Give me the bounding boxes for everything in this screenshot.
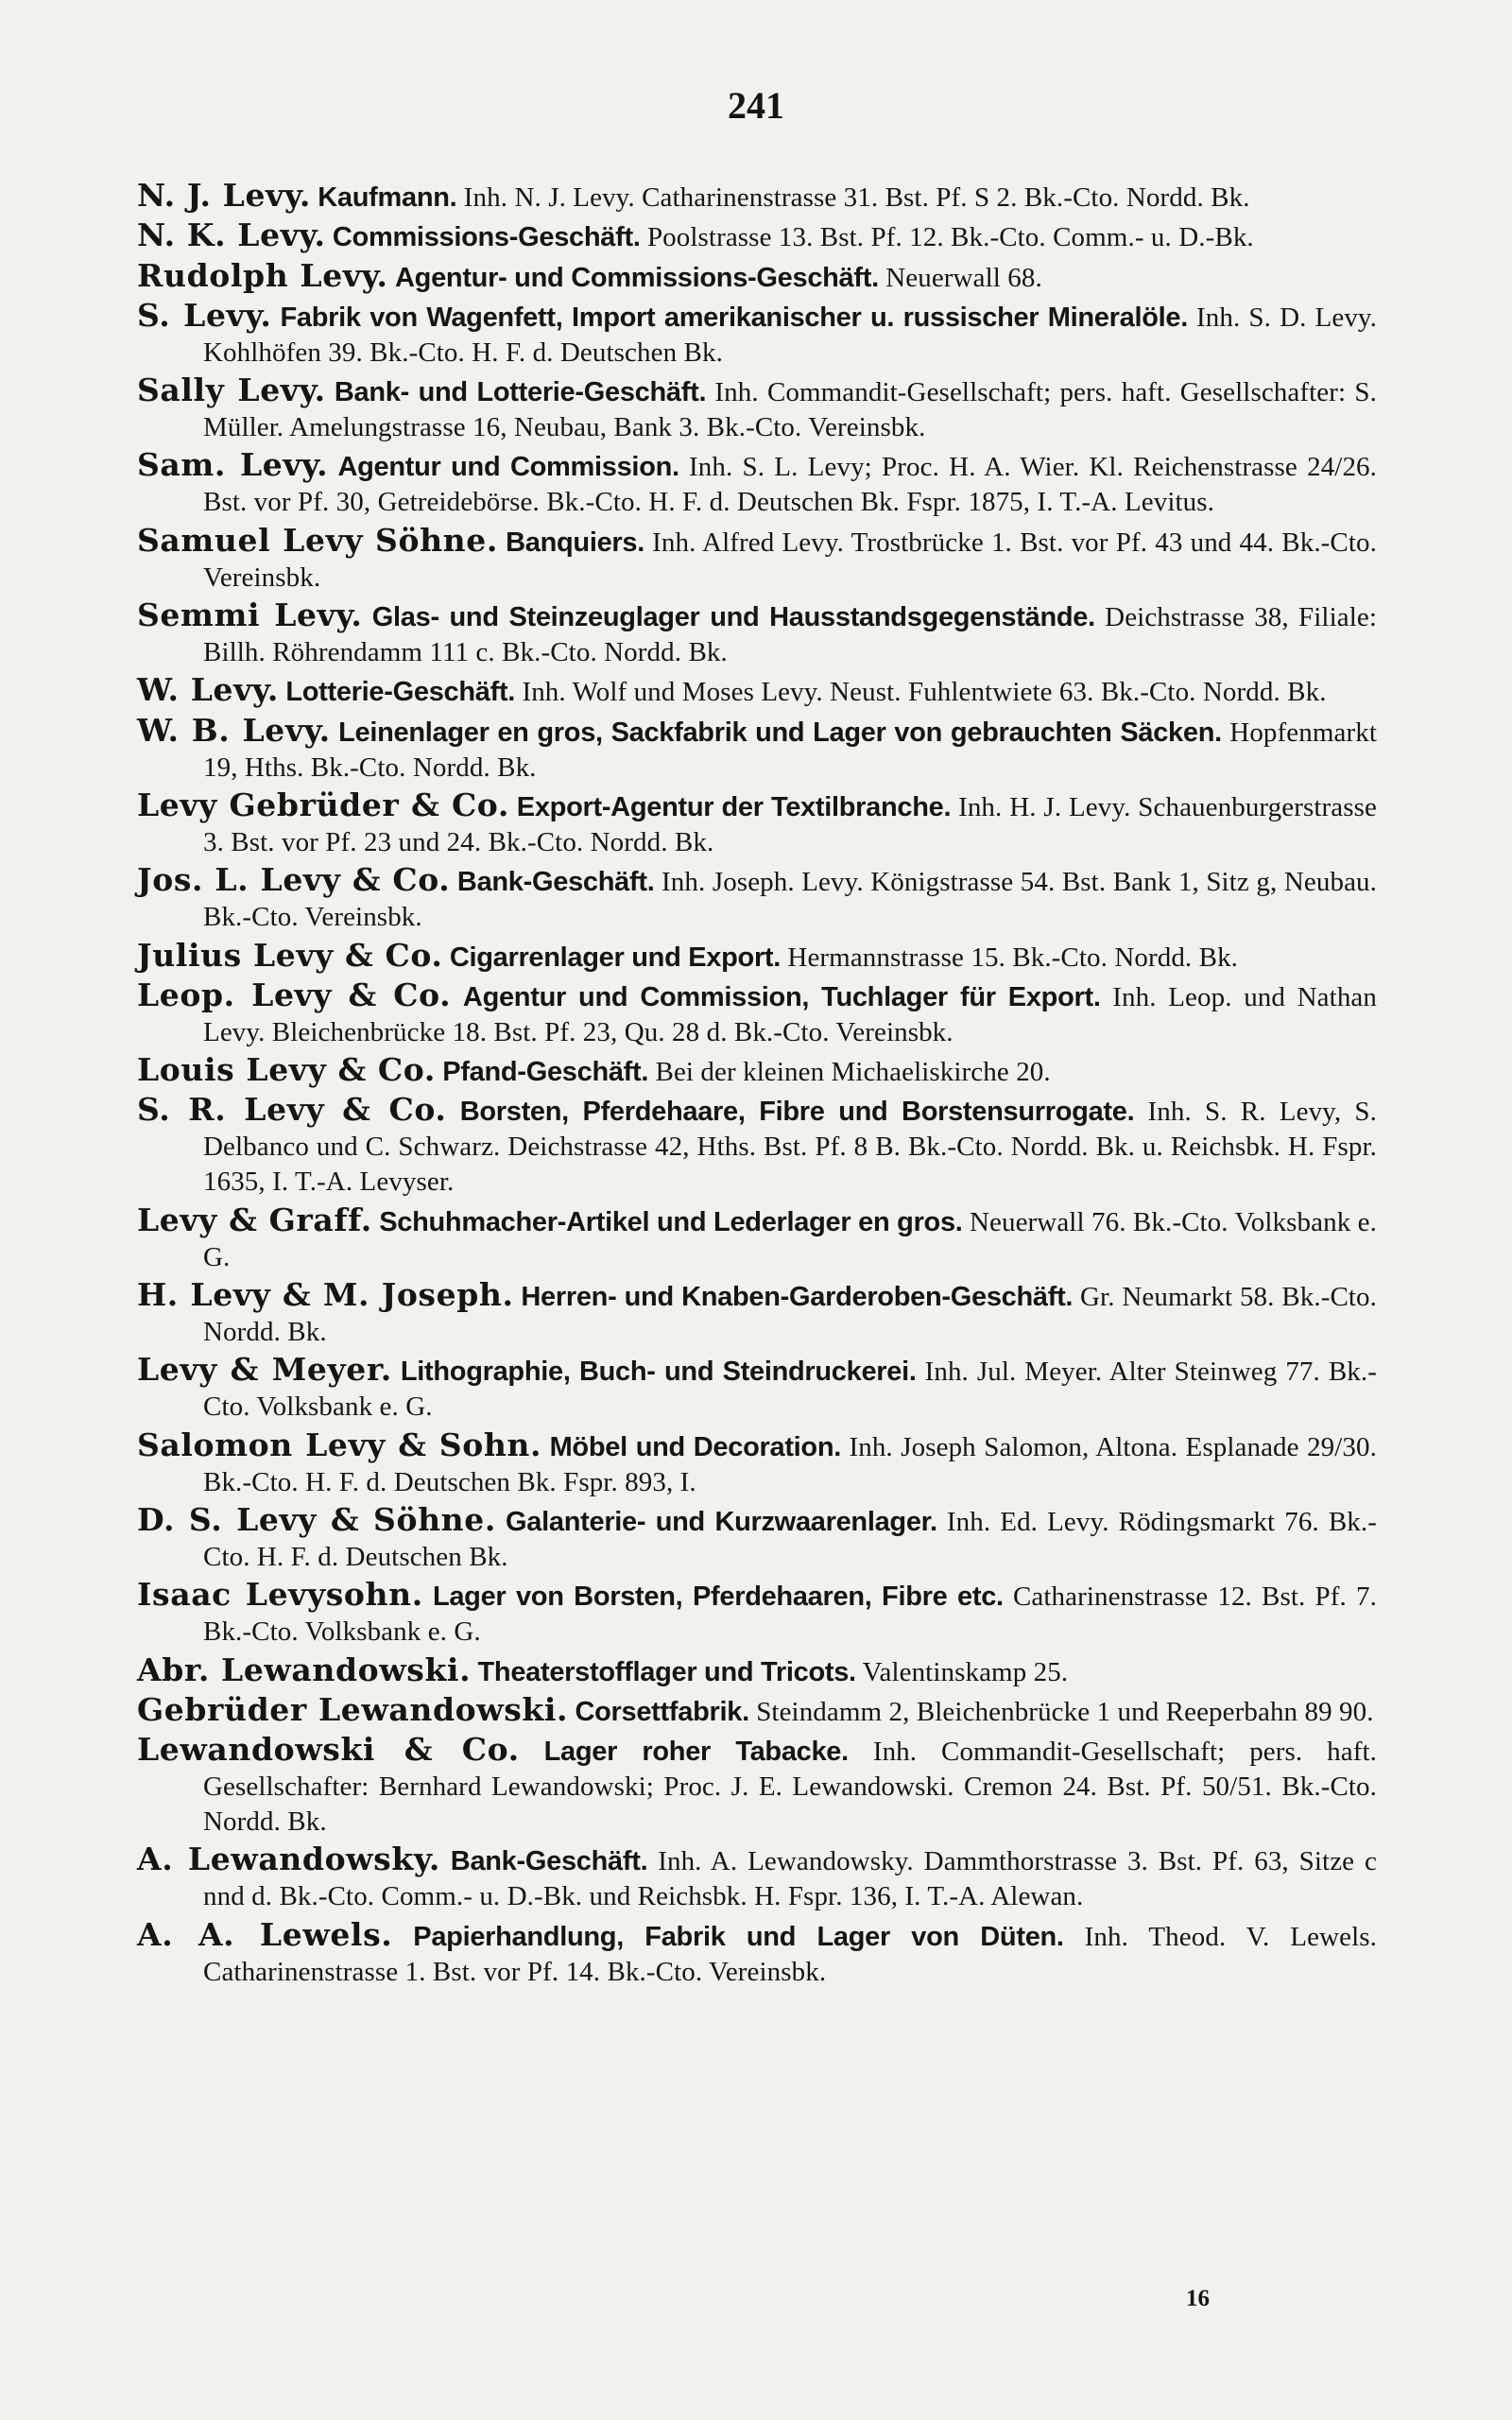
entry-business: Banquiers. (506, 527, 644, 558)
entry-details: Hopfenmarkt 19, Hths. Bk.-Cto. Nordd. Bk. (203, 717, 1377, 783)
directory-entry (137, 938, 1377, 976)
entry-business: Schuhmacher-Artikel und Lederlager en gros. (379, 1206, 963, 1237)
entry-name: Isaac Levysohn. (137, 1576, 423, 1614)
entry-name: W. B. Levy. (137, 711, 331, 749)
entry-details: Inh. Joseph. Levy. Königstrasse 54. Bst. Bank 1, Sitz g, Neubau. Bk.-Cto. Vereinsbk. (203, 867, 1377, 933)
entry-name: Leop. Levy & Co. (137, 976, 452, 1013)
entry-details: Inh. A. Lewandowsky. Dammthorstrasse 3. Bst. Pf. 63, Sitze c nnd d. Bk.-Cto. Comm.- u. D.-Bk. und Reichsbk. H. Fspr. 136, I. T.-A. Alewan. (203, 1846, 1377, 1912)
entry-details: Steindamm 2, Bleichenbrücke 1 und Reeperbahn 89 90. (756, 1696, 1374, 1727)
entry-business: Lager roher Tabacke. (543, 1737, 849, 1768)
directory-entry (137, 1352, 1377, 1425)
entry-details: Inh. N. J. Levy. Catharinenstrasse 31. Bst. Pf. S 2. Bk.-Cto. Nordd. Bk. (463, 182, 1250, 213)
entry-name: Samuel Levy Söhne. (137, 521, 498, 559)
entry-business: Agentur und Commission, Tuchlager für Export. (462, 981, 1101, 1012)
entry-name: N. K. Levy. (137, 216, 326, 254)
entry-business: Bank- und Lotterie-Geschäft. (334, 377, 707, 408)
entry-details: Deichstrasse 38, Filiale: Billh. Röhrendamm 111 c. Bk.-Cto. Nordd. Bk. (203, 602, 1377, 668)
entry-details: Inh. H. J. Levy. Schauenburgerstrasse 3. Bst. vor Pf. 23 und 24. Bk.-Cto. Nordd. Bk. (203, 791, 1378, 857)
directory-entry (137, 1092, 1377, 1200)
directory-entry (137, 672, 1377, 710)
entry-business: Pfand-Geschäft. (442, 1057, 649, 1088)
entry-details: Inh. Commandit-Gesellschaft; pers. haft. Gesellschafter: S. Müller. Amelungstrasse 16, Neubau, Bank 3. Bk.-Cto. Vereinsbk. (203, 377, 1377, 443)
entry-business: Lotterie-Geschäft. (285, 677, 516, 708)
entry-name: S. R. Levy & Co. (137, 1091, 447, 1129)
entry-name: Lewandowski & Co. (137, 1731, 520, 1769)
directory-entry (137, 1502, 1377, 1575)
directory-entry (137, 1732, 1377, 1840)
entry-details: Bei der kleinen Michaeliskirche 20. (655, 1057, 1051, 1088)
entry-business: Glas- und Steinzeuglager und Hausstandsgegenstände. (371, 602, 1095, 633)
entry-business: Herren- und Knaben-Garderoben-Geschäft. (521, 1282, 1074, 1313)
entry-business: Export-Agentur der Textilbranche. (516, 791, 952, 822)
directory-entry (137, 1692, 1377, 1730)
entry-business: Borsten, Pferdehaare, Fibre und Borstensurrogate. (459, 1097, 1135, 1128)
entry-name: A. Lewandowsky. (137, 1841, 440, 1878)
directory-entry (137, 258, 1377, 296)
entry-details: Inh. Commandit-Gesellschaft; pers. haft. Gesellschafter: Bernhard Lewandowski; Proc. J. E. Lewandowski. Cremon 24. Bst. Pf. 50/51. Bk.-Cto. Nordd. Bk. (203, 1737, 1377, 1838)
entry-name: D. S. Levy & Söhne. (137, 1500, 496, 1538)
entry-name: N. J. Levy. (137, 177, 311, 214)
entry-details: Gr. Neumarkt 58. Bk.-Cto. Nordd. Bk. (203, 1282, 1377, 1348)
entry-name: Salomon Levy & Sohn. (137, 1426, 542, 1463)
entry-business: Agentur und Commission. (337, 452, 679, 483)
entry-details: Inh. S. D. Levy. Kohlhöfen 39. Bk.-Cto. H. F. d. Deutschen Bk. (203, 302, 1377, 368)
entry-name: H. Levy & M. Joseph. (137, 1276, 514, 1314)
entry-details: Neuerwall 76. Bk.-Cto. Volksbank e. G. (203, 1206, 1378, 1272)
entry-details: Poolstrasse 13. Bst. Pf. 12. Bk.-Cto. Comm.- u. D.-Bk. (646, 222, 1254, 253)
entry-details: Valentinskamp 25. (862, 1656, 1069, 1687)
directory-entry (137, 713, 1377, 786)
entry-business: Theaterstofflager und Tricots. (477, 1656, 856, 1687)
entry-details: Inh. Jul. Meyer. Alter Steinweg 77. Bk.-Cto. Volksbank e. G. (203, 1357, 1377, 1423)
entry-details: Inh. Theod. V. Lewels. Catharinenstrasse 1. Bst. vor Pf. 14. Bk.-Cto. Vereinsbk. (203, 1921, 1377, 1987)
directory-entry (137, 447, 1377, 520)
directory-entry (137, 1277, 1377, 1350)
entry-name: Semmi Levy. (137, 596, 363, 634)
entry-business: Kaufmann. (318, 182, 457, 213)
entry-business: Papierhandlung, Fabrik und Lager von Düten. (413, 1921, 1064, 1952)
directory-entry (137, 217, 1377, 255)
directory-entry (137, 1427, 1377, 1500)
directory-entry (137, 178, 1377, 216)
directory-entry (137, 1841, 1377, 1914)
directory-entry (137, 1202, 1377, 1275)
entry-business: Bank-Geschäft. (456, 867, 655, 898)
directory-entry (137, 787, 1377, 860)
entry-details: Inh. S. R. Levy, S. Delbanco und C. Schwarz. Deichstrasse 42, Hths. Bst. Pf. 8 B. Bk.-Cto. Nordd. Bk. u. Reichsbk. H. Fspr. 1635, I. T.-A. Levyser. (203, 1097, 1378, 1198)
entry-details: Inh. Alfred Levy. Trostbrücke 1. Bst. vor Pf. 43 und 44. Bk.-Cto. Vereinsbk. (203, 527, 1377, 593)
entry-name: Rudolph Levy. (137, 256, 388, 294)
entry-name: Levy & Meyer. (137, 1351, 392, 1389)
directory-entry (137, 372, 1377, 445)
entry-business: Corsettfabrik. (575, 1696, 749, 1727)
entry-name: W. Levy. (137, 671, 279, 709)
entry-name: Julius Levy & Co. (137, 936, 443, 974)
entry-business: Agentur- und Commissions-Geschäft. (395, 262, 879, 293)
entry-details: Inh. Wolf und Moses Levy. Neust. Fuhlentwiete 63. Bk.-Cto. Nordd. Bk. (522, 677, 1327, 708)
entry-name: Sally Levy. (137, 372, 326, 409)
directory-entry (137, 1652, 1377, 1690)
entry-details: Inh. S. L. Levy; Proc. H. A. Wier. Kl. Reichenstrasse 24/26. Bst. vor Pf. 30, Getreidebörse. Bk.-Cto. H. F. d. Deutschen Bk. Fspr. 1875, I. T.-A. Levitus. (203, 452, 1377, 518)
entry-name: Gebrüder Lewandowski. (137, 1690, 569, 1728)
signature-mark: 16 (1186, 2286, 1210, 2311)
entry-details: Inh. Leop. und Nathan Levy. Bleichenbrücke 18. Bst. Pf. 23, Qu. 28 d. Bk.-Cto. Vereinsbk. (203, 981, 1377, 1047)
entry-business: Galanterie- und Kurzwaarenlager. (506, 1506, 937, 1537)
entry-business: Bank-Geschäft. (450, 1846, 648, 1877)
directory-entry (137, 523, 1377, 596)
page-number: 241 (728, 84, 784, 127)
entry-name: Levy & Graff. (137, 1201, 372, 1238)
entry-details: Hermannstrasse 15. Bk.-Cto. Nordd. Bk. (787, 942, 1239, 973)
entry-list (137, 178, 1377, 1992)
directory-entry (137, 1577, 1377, 1650)
directory-entry (137, 1917, 1377, 1990)
directory-entry (137, 862, 1377, 935)
entry-details: Inh. Ed. Levy. Rödingsmarkt 76. Bk.-Cto. H. F. d. Deutschen Bk. (203, 1506, 1377, 1572)
directory-entry (137, 298, 1377, 371)
entry-name: S. Levy. (137, 296, 272, 334)
entry-details: Neuerwall 68. (885, 262, 1042, 293)
directory-entry (137, 1052, 1377, 1090)
entry-details: Catharinenstrasse 12. Bst. Pf. 7. Bk.-Cto. Volksbank e. G. (203, 1582, 1377, 1648)
entry-business: Lager von Borsten, Pferdehaaren, Fibre etc. (432, 1582, 1004, 1613)
entry-name: Levy Gebrüder & Co. (137, 786, 509, 823)
entry-name: Sam. Levy. (137, 446, 329, 484)
entry-name: A. A. Lewels. (137, 1915, 393, 1953)
directory-entry (137, 977, 1377, 1050)
entry-business: Leinenlager en gros, Sackfabrik und Lager von gebrauchten Säcken. (338, 717, 1222, 748)
entry-details: Inh. Joseph Salomon, Altona. Esplanade 29/30. Bk.-Cto. H. F. d. Deutschen Bk. Fspr. 893, I. (203, 1431, 1377, 1497)
entry-name: Abr. Lewandowski. (137, 1651, 472, 1688)
entry-business: Commissions-Geschäft. (332, 222, 641, 253)
entry-name: Jos. L. Levy & Co. (137, 861, 451, 899)
entry-business: Fabrik von Wagenfett, Import amerikanischer u. russischer Mineralöle. (280, 302, 1188, 333)
entry-name: Louis Levy & Co. (137, 1051, 436, 1089)
entry-business: Cigarrenlager und Export. (449, 942, 782, 973)
entry-business: Möbel und Decoration. (549, 1431, 842, 1462)
directory-entry (137, 597, 1377, 670)
entry-business: Lithographie, Buch- und Steindruckerei. (400, 1357, 917, 1388)
